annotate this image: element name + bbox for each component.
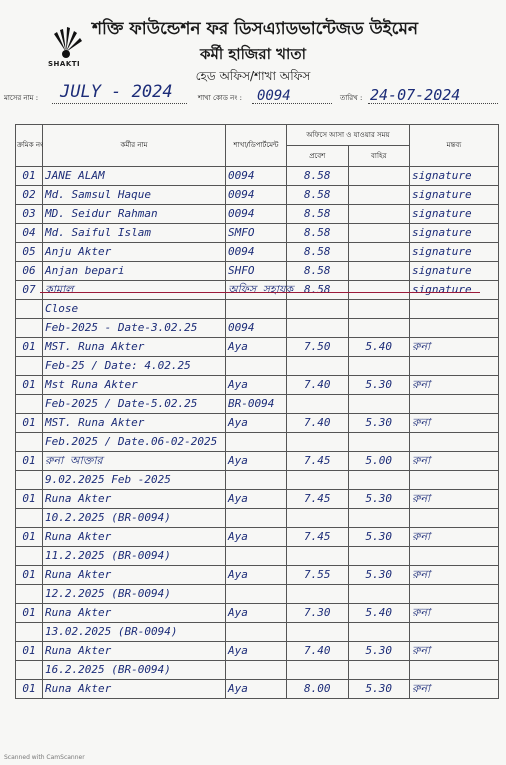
cell-remark: signature [410, 281, 499, 300]
cell-out: 5.30 [348, 376, 410, 395]
cell-in: 7.45 [287, 452, 349, 471]
cell-branch: Aya [226, 376, 287, 395]
cell-remark: রুনা [410, 566, 499, 585]
cell-name: Anju Akter [43, 243, 226, 262]
cell-sl: 01 [16, 566, 43, 585]
cell-sl: 01 [16, 338, 43, 357]
cell-in: 8.58 [287, 262, 349, 281]
cell-remark: signature [410, 167, 499, 186]
table-row [16, 642, 499, 661]
cell-remark [410, 623, 499, 642]
cell-branch [226, 661, 287, 680]
cell-sl [16, 357, 43, 376]
table-row [16, 319, 499, 338]
table-row [16, 186, 499, 205]
cell-in: 7.55 [287, 566, 349, 585]
cell-sl: 02 [16, 186, 43, 205]
cell-sl: 01 [16, 452, 43, 471]
cell-out [348, 300, 410, 319]
table-row [16, 262, 499, 281]
cell-out: 5.00 [348, 452, 410, 471]
cell-sl: 01 [16, 642, 43, 661]
cell-in [287, 509, 349, 528]
cell-remark [410, 395, 499, 414]
cell-branch: Aya [226, 566, 287, 585]
cell-name: Feb-2025 - Date-3.02.25 [43, 319, 226, 338]
cell-sl: 01 [16, 167, 43, 186]
table-row [16, 509, 499, 528]
cell-in [287, 433, 349, 452]
cell-out: 5.30 [348, 414, 410, 433]
month-dotted-line [52, 103, 187, 104]
cell-branch: Aya [226, 338, 287, 357]
cell-in [287, 547, 349, 566]
cell-in: 7.30 [287, 604, 349, 623]
cell-in: 8.00 [287, 680, 349, 699]
cell-name: 9.02.2025 Feb -2025 [43, 471, 226, 490]
cell-branch [226, 471, 287, 490]
cell-name: Runa Akter [43, 566, 226, 585]
cell-name: MD. Seidur Rahman [43, 205, 226, 224]
cell-name: 11.2.2025 (BR-0094) [43, 547, 226, 566]
attendance-table [15, 124, 499, 699]
cell-out: 5.40 [348, 338, 410, 357]
cell-sl [16, 623, 43, 642]
branch-code-value: 0094 [257, 88, 291, 104]
cell-sl: 01 [16, 376, 43, 395]
cell-in: 7.40 [287, 414, 349, 433]
table-row [16, 376, 499, 395]
cell-branch: Aya [226, 642, 287, 661]
cell-sl: 01 [16, 604, 43, 623]
cell-branch: Aya [226, 680, 287, 699]
cell-in [287, 319, 349, 338]
table-row [16, 604, 499, 623]
cell-name: Runa Akter [43, 680, 226, 699]
table-row [16, 205, 499, 224]
cell-out: 5.30 [348, 528, 410, 547]
cell-in: 8.58 [287, 186, 349, 205]
cell-out [348, 281, 410, 300]
cell-out [348, 357, 410, 376]
cell-remark: রুনা [410, 642, 499, 661]
cell-remark [410, 300, 499, 319]
cell-remark: রুনা [410, 604, 499, 623]
cell-sl [16, 471, 43, 490]
cell-name: 16.2.2025 (BR-0094) [43, 661, 226, 680]
table-row [16, 167, 499, 186]
cell-remark [410, 547, 499, 566]
cell-branch: Aya [226, 490, 287, 509]
cell-branch [226, 623, 287, 642]
cell-remark [410, 661, 499, 680]
cell-sl [16, 395, 43, 414]
org-name: শক্তি ফাউন্ডেশন ফর ডিসএ্যাডভান্টেজড উইমেন [92, 19, 419, 39]
table-row [16, 585, 499, 604]
cell-name: 13.02.2025 (BR-0094) [43, 623, 226, 642]
date-label: তারিখ : [340, 94, 363, 102]
cell-in: 8.58 [287, 224, 349, 243]
cell-out [348, 585, 410, 604]
cell-branch: 0094 [226, 186, 287, 205]
cell-branch [226, 300, 287, 319]
cell-name: MST. Runa Akter [43, 338, 226, 357]
logo-text: SHAKTI [48, 60, 81, 68]
cell-in: 8.58 [287, 281, 349, 300]
cell-branch: 0094 [226, 167, 287, 186]
cell-name: Runa Akter [43, 642, 226, 661]
cell-remark [410, 357, 499, 376]
cell-in: 7.40 [287, 376, 349, 395]
table-row [16, 452, 499, 471]
cell-remark: রুনা [410, 528, 499, 547]
close-strike-line [40, 292, 480, 293]
table-row [16, 566, 499, 585]
cell-remark: রুনা [410, 452, 499, 471]
cell-in: 8.58 [287, 205, 349, 224]
cell-name: Md. Samsul Haque [43, 186, 226, 205]
cell-branch [226, 509, 287, 528]
cell-branch: SMFO [226, 224, 287, 243]
table-row [16, 471, 499, 490]
cell-out [348, 167, 410, 186]
cell-name: Mst Runa Akter [43, 376, 226, 395]
cell-sl: 05 [16, 243, 43, 262]
cell-remark [410, 433, 499, 452]
table-row [16, 490, 499, 509]
scanner-watermark: Scanned with CamScanner [4, 754, 85, 761]
cell-branch: 0094 [226, 243, 287, 262]
cell-name: Md. Saiful Islam [43, 224, 226, 243]
table-row [16, 243, 499, 262]
cell-name: রুনা আক্তার [43, 452, 226, 471]
cell-branch: 0094 [226, 205, 287, 224]
cell-branch: 0094 [226, 319, 287, 338]
cell-name: JANE ALAM [43, 167, 226, 186]
cell-remark: রুনা [410, 680, 499, 699]
col-sl-header: ক্রমিক নং [16, 125, 43, 167]
table-row [16, 433, 499, 452]
table-row [16, 680, 499, 699]
col-name-header: কর্মীর নাম [43, 125, 226, 167]
cell-in: 7.50 [287, 338, 349, 357]
cell-out [348, 661, 410, 680]
cell-out [348, 205, 410, 224]
table-row [16, 661, 499, 680]
col-out-header: বাহির [348, 146, 410, 167]
cell-branch: Aya [226, 414, 287, 433]
month-label: মাসের নাম : [4, 94, 39, 102]
table-row [16, 528, 499, 547]
cell-branch: Aya [226, 604, 287, 623]
cell-in: 7.40 [287, 642, 349, 661]
cell-branch: SHFO [226, 262, 287, 281]
table-row [16, 338, 499, 357]
cell-name: 12.2.2025 (BR-0094) [43, 585, 226, 604]
cell-name: Feb-2025 / Date-5.02.25 [43, 395, 226, 414]
cell-in [287, 395, 349, 414]
date-value: 24-07-2024 [370, 86, 461, 104]
cell-remark: রুনা [410, 490, 499, 509]
table-row [16, 300, 499, 319]
cell-remark: signature [410, 205, 499, 224]
cell-name: Runa Akter [43, 604, 226, 623]
cell-in [287, 585, 349, 604]
cell-out: 5.30 [348, 680, 410, 699]
cell-sl: 01 [16, 414, 43, 433]
cell-sl [16, 661, 43, 680]
col-time-group-header: অফিসে আসা ও যাওয়ার সময় [287, 125, 410, 146]
cell-out: 5.40 [348, 604, 410, 623]
cell-in: 8.58 [287, 243, 349, 262]
cell-remark: রুনা [410, 376, 499, 395]
cell-out [348, 471, 410, 490]
month-value: JULY - 2024 [60, 82, 173, 102]
cell-remark: রুনা [410, 414, 499, 433]
cell-branch: অফিস সহায়ক [226, 281, 287, 300]
cell-sl: 01 [16, 680, 43, 699]
cell-in: 7.45 [287, 490, 349, 509]
cell-out [348, 224, 410, 243]
table-row [16, 623, 499, 642]
cell-remark [410, 319, 499, 338]
cell-sl [16, 433, 43, 452]
cell-name: MST. Runa Akter [43, 414, 226, 433]
cell-sl [16, 319, 43, 338]
cell-out: 5.30 [348, 566, 410, 585]
cell-out: 5.30 [348, 490, 410, 509]
cell-sl: 01 [16, 528, 43, 547]
cell-name: Anjan bepari [43, 262, 226, 281]
cell-remark: signature [410, 243, 499, 262]
cell-sl [16, 585, 43, 604]
cell-in: 7.45 [287, 528, 349, 547]
cell-name: 10.2.2025 (BR-0094) [43, 509, 226, 528]
col-in-header: প্রবেশ [287, 146, 349, 167]
cell-remark: signature [410, 224, 499, 243]
cell-out [348, 243, 410, 262]
table-row [16, 357, 499, 376]
cell-sl: 01 [16, 490, 43, 509]
cell-in [287, 357, 349, 376]
cell-remark: signature [410, 262, 499, 281]
cell-remark [410, 471, 499, 490]
table-row [16, 414, 499, 433]
cell-sl [16, 509, 43, 528]
table-row [16, 395, 499, 414]
cell-name: কামাল [43, 281, 226, 300]
cell-sl: 07 [16, 281, 43, 300]
cell-sl [16, 300, 43, 319]
cell-remark: signature [410, 186, 499, 205]
cell-out [348, 319, 410, 338]
cell-out [348, 186, 410, 205]
cell-in: 8.58 [287, 167, 349, 186]
cell-name: Runa Akter [43, 528, 226, 547]
register-title: কর্মী হাজিরা খাতা [200, 45, 306, 63]
cell-name: Runa Akter [43, 490, 226, 509]
cell-sl: 06 [16, 262, 43, 281]
cell-out [348, 262, 410, 281]
cell-remark: রুনা [410, 338, 499, 357]
col-branch-header: শাখা/ডিপার্টমেন্ট [226, 125, 287, 167]
cell-name: Close [43, 300, 226, 319]
cell-out [348, 433, 410, 452]
cell-branch [226, 585, 287, 604]
cell-sl [16, 547, 43, 566]
cell-out [348, 623, 410, 642]
cell-remark [410, 585, 499, 604]
table-row [16, 281, 499, 300]
cell-out: 5.30 [348, 642, 410, 661]
cell-branch [226, 547, 287, 566]
cell-in [287, 661, 349, 680]
cell-sl: 03 [16, 205, 43, 224]
branch-code-label: শাখা কোড নং : [198, 94, 242, 102]
cell-in [287, 623, 349, 642]
cell-branch [226, 357, 287, 376]
cell-out [348, 547, 410, 566]
table-row [16, 224, 499, 243]
table-row [16, 547, 499, 566]
cell-sl: 04 [16, 224, 43, 243]
cell-branch [226, 433, 287, 452]
cell-branch: Aya [226, 452, 287, 471]
cell-in [287, 471, 349, 490]
cell-name: Feb-25 / Date: 4.02.25 [43, 357, 226, 376]
cell-out [348, 395, 410, 414]
col-remark-header: মন্তব্য [410, 125, 499, 167]
office-line: হেড অফিস/শাখা অফিস [195, 69, 311, 83]
cell-remark [410, 509, 499, 528]
cell-out [348, 509, 410, 528]
cell-name: Feb.2025 / Date.06-02-2025 [43, 433, 226, 452]
cell-branch: BR-0094 [226, 395, 287, 414]
attendance-rows [16, 167, 499, 699]
cell-branch: Aya [226, 528, 287, 547]
cell-in [287, 300, 349, 319]
